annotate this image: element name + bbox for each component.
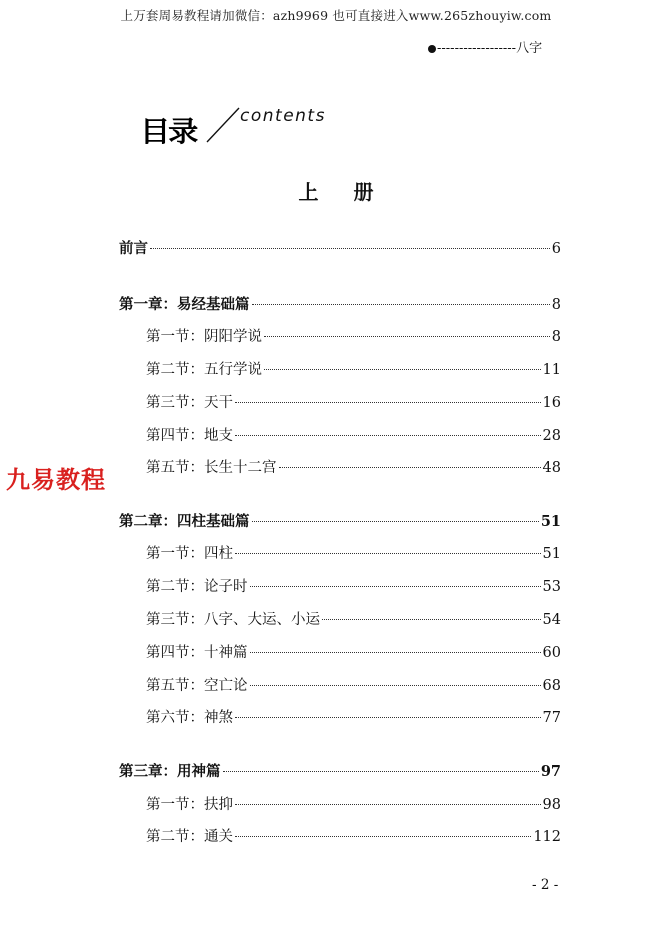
dot-leader [235, 435, 541, 436]
toc-label: 第二节：通关 [146, 829, 233, 845]
dot-leader [250, 652, 541, 653]
toc-page-number: 51 [542, 546, 561, 562]
dot-leader [264, 369, 541, 370]
toc-page-number: 48 [542, 460, 561, 476]
dot-leader [235, 804, 541, 805]
toc-entry-section[interactable] [146, 457, 561, 479]
dot-leader [235, 553, 541, 554]
toc-page-number: 8 [551, 329, 561, 345]
toc-entry-section[interactable] [146, 707, 561, 729]
running-head [428, 37, 542, 56]
dot-leader [235, 836, 531, 837]
toc-entry-section[interactable] [146, 576, 561, 598]
toc-entry-section[interactable] [146, 642, 561, 664]
toc-label: 第三章：用神篇 [119, 763, 221, 780]
toc-entry-section[interactable] [146, 326, 561, 348]
toc-page-number: 60 [542, 645, 561, 661]
toc-label: 第一节：阴阳学说 [146, 329, 262, 345]
toc-page-number: 112 [533, 829, 561, 845]
toc-label: 第五节：长生十二宫 [146, 460, 277, 476]
toc-page-number: 77 [542, 710, 561, 726]
toc-page-number: 6 [551, 241, 561, 257]
top-banner-ad: 上万套周易教程请加微信：azh9969 也可直接进入www.265zhouyiw.com [120, 8, 552, 23]
logo-cn-text: 目录 [140, 115, 197, 148]
toc-page-number: 68 [542, 678, 561, 694]
toc-label: 第二节：论子时 [146, 579, 248, 595]
running-head-text: ------------------八字 [437, 41, 543, 56]
toc-entry-section[interactable] [146, 392, 561, 414]
toc-label: 第六节：神煞 [146, 710, 233, 726]
dot-leader [279, 467, 541, 468]
toc-entry-section[interactable] [146, 609, 561, 631]
toc-label: 第五节：空亡论 [146, 678, 248, 694]
toc-page-number: 54 [542, 612, 561, 628]
volume-title: 上 册 [298, 180, 388, 204]
bullet-dot-icon [428, 45, 436, 53]
dot-leader [150, 248, 550, 249]
dot-leader [252, 304, 550, 305]
dot-leader [235, 402, 541, 403]
toc-entry-section[interactable] [146, 543, 561, 565]
toc-label: 第二节：五行学说 [146, 362, 262, 378]
toc-label: 第一节：四柱 [146, 546, 233, 562]
toc-page-number: 11 [542, 362, 561, 378]
toc-page-number: 8 [551, 297, 561, 313]
toc-entry-section[interactable] [146, 675, 561, 697]
toc-label: 前言 [119, 240, 148, 257]
dot-leader [250, 685, 541, 686]
toc-page-number: 51 [540, 513, 561, 530]
toc-label: 第四节：十神篇 [146, 645, 248, 661]
toc-label: 第三节：八字、大运、小运 [146, 612, 320, 628]
toc-page-number: 28 [542, 428, 561, 444]
dot-leader [252, 521, 539, 522]
toc-entry-preface[interactable] [119, 238, 561, 260]
toc-entry-section[interactable] [146, 794, 561, 816]
dot-leader [264, 336, 550, 337]
dot-leader [250, 586, 541, 587]
contents-logo [140, 104, 360, 148]
dot-leader [322, 619, 541, 620]
toc-label: 第四节：地支 [146, 428, 233, 444]
toc-label: 第一章：易经基础篇 [119, 296, 250, 313]
toc-entry-section[interactable] [146, 826, 561, 848]
dot-leader [235, 717, 541, 718]
toc-label: 第一节：扶抑 [146, 797, 233, 813]
toc-entry-section[interactable] [146, 425, 561, 447]
toc-page-number: 98 [542, 797, 561, 813]
toc-page-number: 53 [542, 579, 561, 595]
toc-page-number: 16 [542, 395, 561, 411]
toc-entry-chapter-1[interactable] [119, 294, 561, 316]
watermark-stamp: 九易教程 [6, 466, 106, 494]
logo-en-text: contents [240, 106, 326, 126]
slash-divider-icon [203, 104, 243, 144]
toc-entry-chapter-2[interactable] [119, 511, 561, 533]
toc-entry-chapter-3[interactable] [119, 761, 561, 783]
toc-page-number: 97 [540, 763, 561, 780]
toc-entry-section[interactable] [146, 359, 561, 381]
toc-label: 第三节：天干 [146, 395, 233, 411]
dot-leader [223, 771, 539, 772]
toc-label: 第二章：四柱基础篇 [119, 513, 250, 530]
page-number: - 2 - [532, 877, 559, 893]
